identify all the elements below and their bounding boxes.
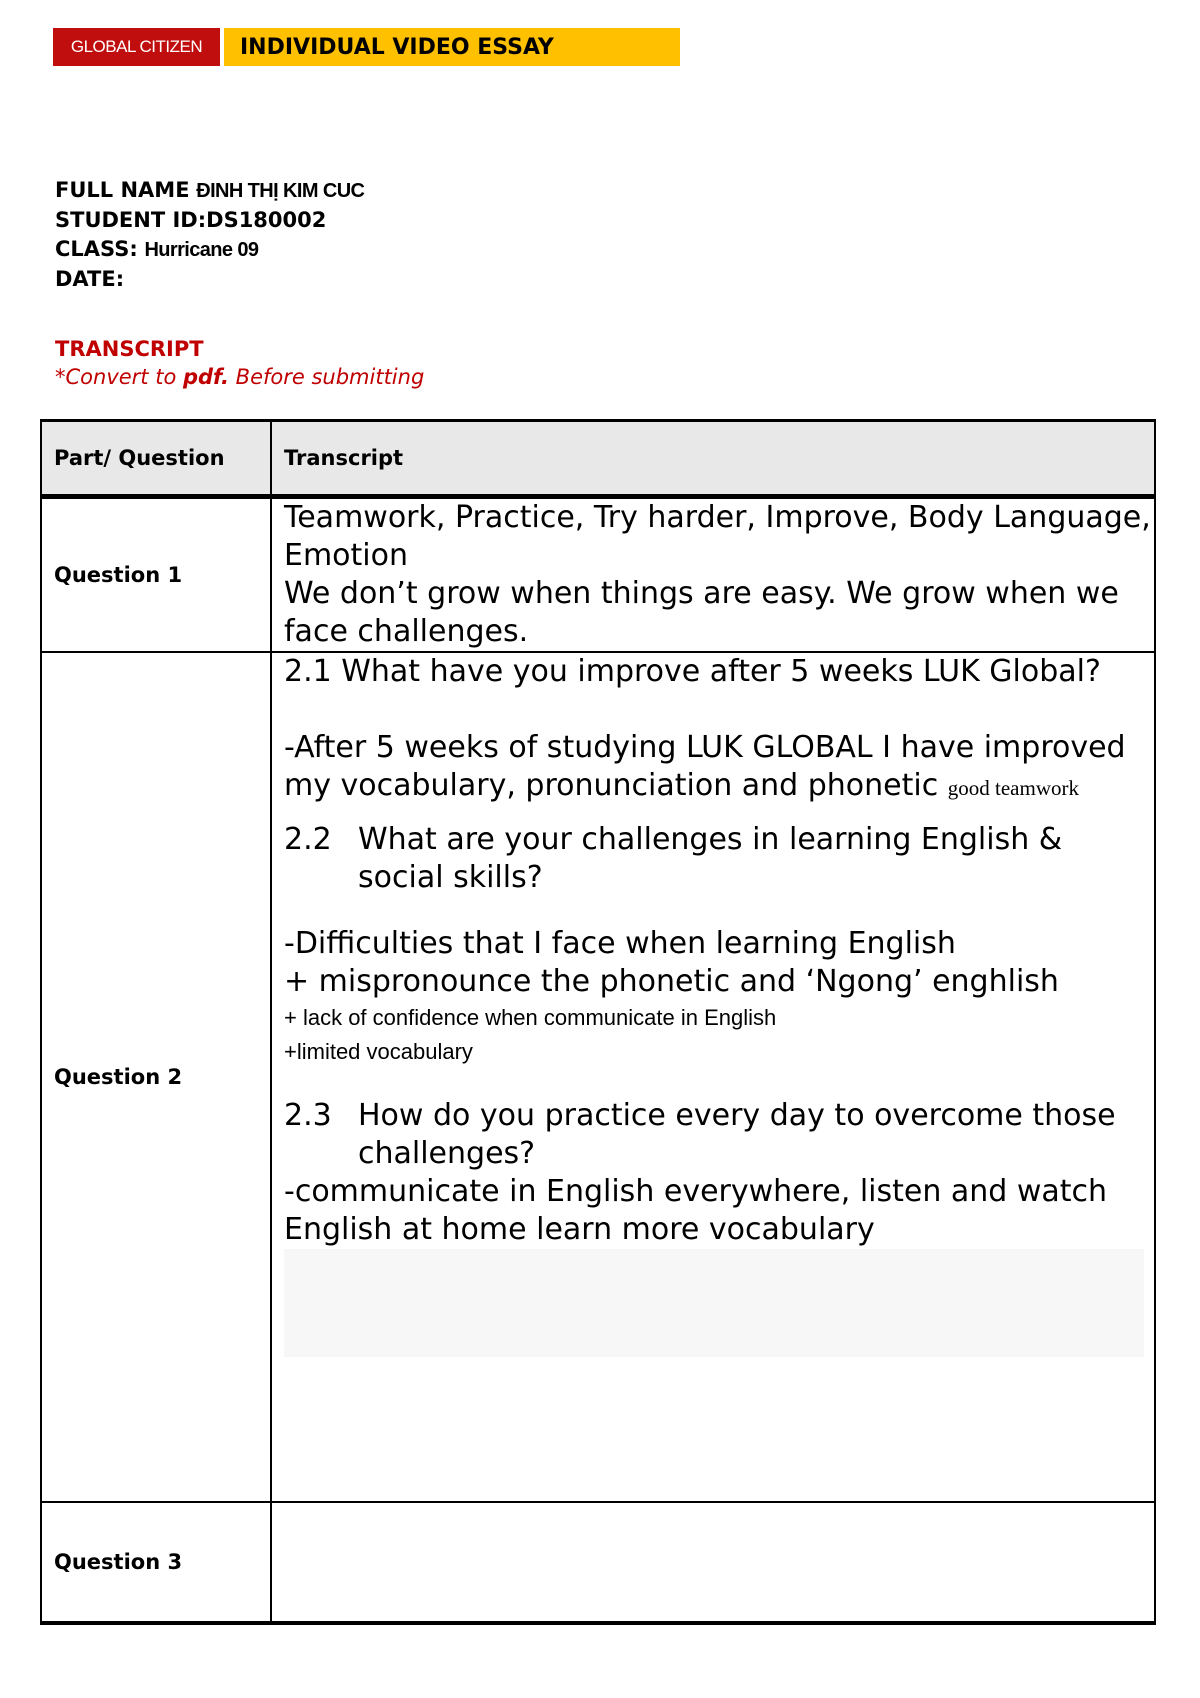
q2-2-text: What are your challenges in learning English & social skills? (358, 822, 1063, 895)
transcript-table (40, 419, 1156, 1625)
q2-3-number: 2.3 (284, 1098, 332, 1133)
transcript-title: TRANSCRIPT (55, 337, 204, 361)
q2-1-answer-text: -After 5 weeks of studying LUK GLOBAL I have improved my vocabulary, pronunciation and phonetic (284, 730, 1126, 803)
question-3-label: Question 3 (41, 1502, 271, 1623)
question-2-transcript (271, 652, 1155, 1502)
q2-2-answer-2: + mispronounce the phonetic and ‘Ngong’ enghlish (284, 964, 1059, 999)
q1-quote: We don’t grow when things are easy. We grow when we face challenges. (284, 576, 1119, 649)
student-info (55, 176, 364, 294)
q2-3-answer: -communicate in English everywhere, listen and watch English at home learn more vocabulary (284, 1174, 1108, 1247)
q2-2-answer-3: + lack of confidence when communicate in English (284, 1005, 777, 1030)
question-1-label: Question 1 (41, 497, 271, 653)
header-part-question: Part/ Question (41, 421, 271, 497)
full-name-value: ĐINH THỊ KIM CUC (196, 180, 365, 202)
brand-logo: GLOBAL CITIZEN (53, 28, 220, 66)
question-2-label: Question 2 (41, 652, 271, 1502)
table-row (41, 652, 1155, 1502)
student-id: STUDENT ID:DS180002 (55, 208, 327, 232)
table-row (41, 497, 1155, 653)
class-value: Hurricane 09 (144, 239, 259, 261)
note-suffix: Before submitting (229, 365, 425, 389)
class-row (55, 235, 364, 265)
q2-2-question (284, 821, 1154, 897)
note-bold: pdf. (182, 365, 229, 389)
table-header-row (41, 421, 1155, 497)
transcript-note (55, 363, 424, 391)
q2-2-answer-4: +limited vocabulary (284, 1039, 473, 1064)
q2-1-answer-small: good teamwork (947, 776, 1079, 800)
q1-keywords: Teamwork, Practice, Try harder, Improve, Body Language, Emotion (284, 500, 1151, 573)
note-prefix: *Convert to (55, 365, 183, 389)
header-transcript: Transcript (271, 421, 1155, 497)
question-3-transcript[interactable] (271, 1502, 1155, 1623)
document-title: INDIVIDUAL VIDEO ESSAY (224, 28, 680, 66)
class-label: CLASS: (55, 237, 138, 261)
table-row (41, 1502, 1155, 1623)
full-name-row (55, 176, 364, 206)
q2-1-answer (284, 729, 1154, 807)
shaded-area (284, 1249, 1144, 1357)
date-label: DATE: (55, 267, 125, 291)
q2-2-answer-1: -Difficulties that I face when learning English (284, 926, 956, 961)
full-name-label: FULL NAME (55, 178, 190, 202)
q2-3-text: How do you practice every day to overcome those challenges? (358, 1098, 1116, 1171)
transcript-heading (55, 335, 424, 391)
header-bar (53, 28, 680, 66)
question-1-transcript (271, 497, 1155, 653)
q2-2-number: 2.2 (284, 822, 332, 857)
q2-1-question: 2.1 What have you improve after 5 weeks LUK Global? (284, 654, 1101, 689)
q2-3-question (284, 1097, 1154, 1173)
